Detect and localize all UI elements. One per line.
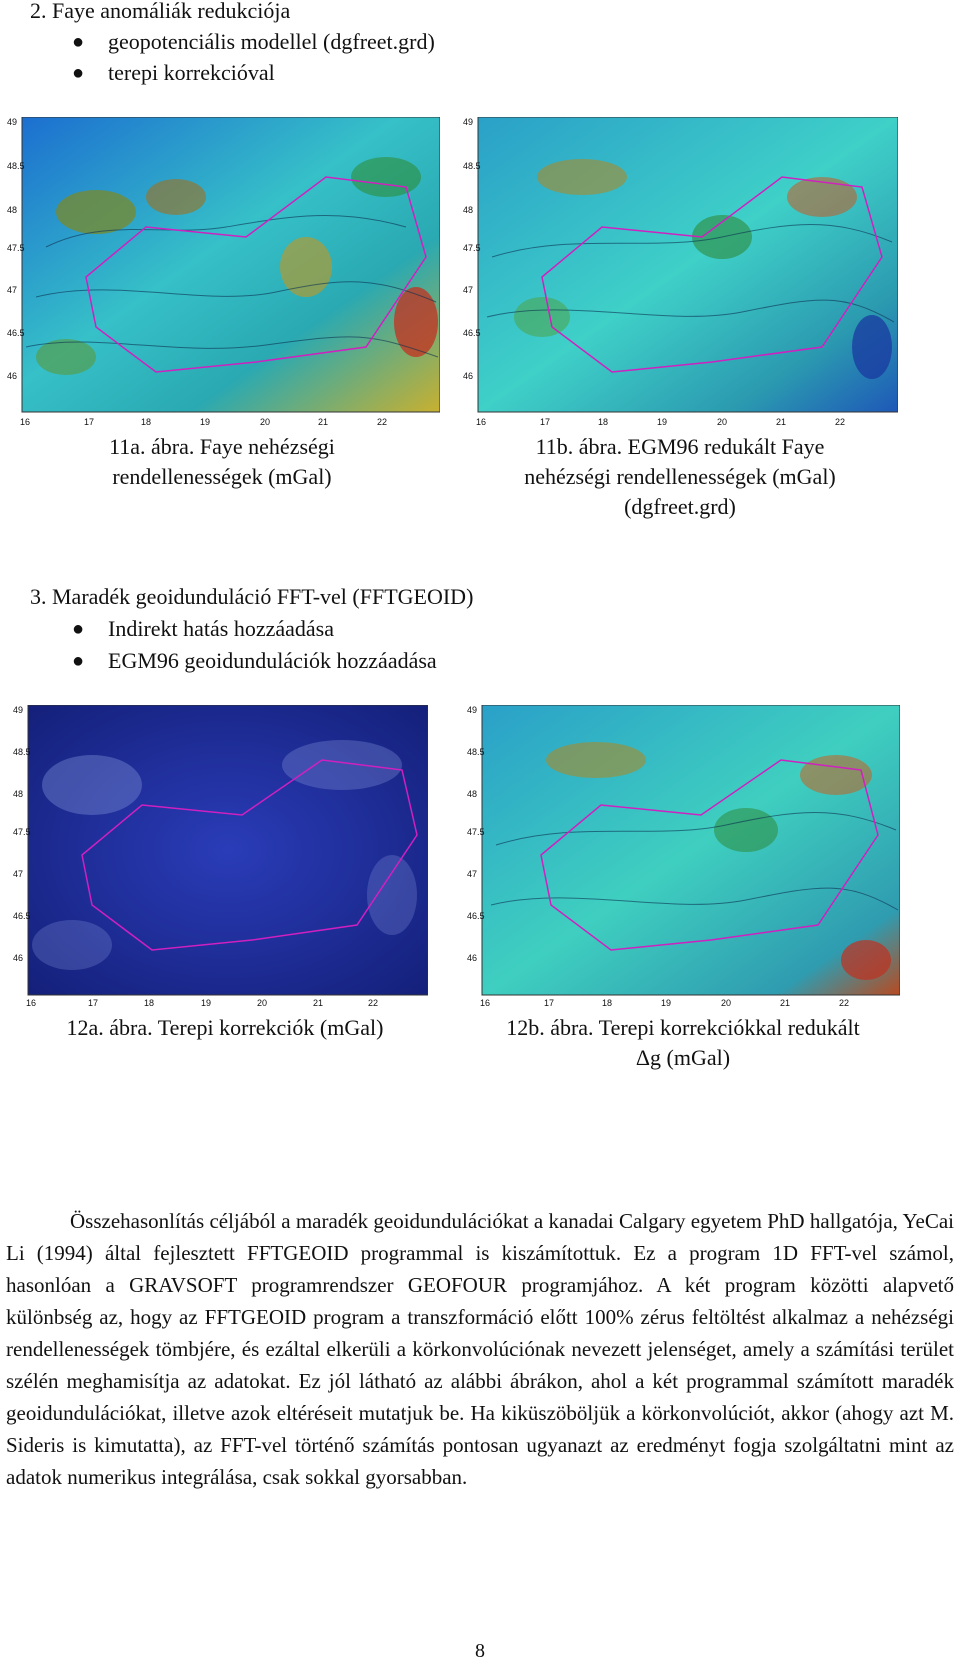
x-tick: 16 [20, 417, 31, 427]
y-tick: 48 [7, 205, 18, 215]
y-tick: 46.5 [7, 328, 25, 338]
x-tick: 22 [377, 417, 388, 427]
x-tick: 19 [657, 417, 668, 427]
section-3-heading: 3. Maradék geoidunduláció FFT-vel (FFTGEOID) [30, 584, 474, 609]
y-tick: 46 [467, 953, 478, 963]
bullet-text: EGM96 geoidundulációk hozzáadása [108, 648, 437, 673]
y-tick: 46.5 [467, 911, 485, 921]
figure-12b-caption [466, 1013, 900, 1073]
y-tick: 49 [7, 117, 18, 127]
x-tick: 18 [602, 998, 613, 1008]
gravity-anomaly-map [6, 117, 440, 429]
section-2-bullet-2 [72, 58, 275, 88]
y-tick: 47.5 [13, 827, 31, 837]
y-tick: 46 [7, 371, 18, 381]
x-tick: 19 [200, 417, 211, 427]
x-tick: 16 [476, 417, 487, 427]
y-tick: 47 [13, 869, 24, 879]
x-tick: 16 [480, 998, 491, 1008]
x-tick: 17 [84, 417, 95, 427]
bullet-icon: ● [72, 650, 85, 672]
bullet-icon: ● [72, 62, 85, 84]
x-axis-ticks [26, 998, 378, 1008]
y-tick: 49 [463, 117, 474, 127]
figure-11b-caption [470, 432, 890, 522]
caption-line: 12a. ábra. Terepi korrekciók (mGal) [66, 1015, 384, 1040]
x-tick: 17 [88, 998, 99, 1008]
x-tick: 21 [780, 998, 791, 1008]
y-tick: 49 [467, 705, 478, 715]
y-tick: 46.5 [463, 328, 481, 338]
body-text [6, 1205, 954, 1493]
y-tick: 47 [467, 869, 478, 879]
section-3-bullet-2 [72, 646, 437, 676]
y-tick: 46 [13, 953, 24, 963]
caption-line: 11a. ábra. Faye nehézségi [109, 434, 335, 459]
y-tick: 48.5 [7, 161, 25, 171]
figure-11a-map [6, 117, 440, 429]
caption-line: rendellenességek (mGal) [112, 464, 332, 489]
y-tick: 46 [463, 371, 474, 381]
bullet-icon: ● [72, 618, 85, 640]
figure-12a-caption [10, 1013, 440, 1043]
y-tick: 49 [13, 705, 24, 715]
x-tick: 17 [544, 998, 555, 1008]
x-tick: 18 [144, 998, 155, 1008]
caption-line: 12b. ábra. Terepi korrekciókkal redukált [506, 1015, 860, 1040]
caption-line: (dgfreet.grd) [624, 494, 736, 519]
bullet-text: geopotenciális modellel (dgfreet.grd) [108, 29, 435, 54]
section-2-heading: 2. Faye anomáliák redukciója [30, 0, 291, 23]
body-paragraph: Összehasonlítás céljából a maradék geoidundulációkat a kanadai Calgary egyetem PhD hallgatója, YeCai Li (1994) által fejlesztett FFTGEOID programmal is kiszámítottuk. Ez a program 1D FFT-vel számol, hasonlóan a GRAVSOFT programrendszer GEOFOUR programjához. A két program közötti alapvető különbség az, hogy az FFTGEOID program a transzformáció előtt 100% zérus feltöltést alkalmaz a nehézségi rendellenességek tömbjére, és ezáltal elkerüli a körkonvolúciónak nevezett jelenséget, amely a számítási terület szélén meghamisítja az adatokat. Ez jól látható az alábbi ábrákon, ahol a két programmal számított maradék geoidundulációkat, illetve azok eltéréseit mutatjuk be. Ha kiküszöböljük a körkonvolúciót, akkor (ahogy azt M. Sideris is kimutatta), az FFT-vel történő számítás pontosan ugyanazt az eredményt fogja szolgáltatni mint az adatok numerikus integrálása, csak sokkal gyorsabban. [6, 1209, 954, 1489]
y-tick: 48 [467, 789, 478, 799]
x-tick: 18 [141, 417, 152, 427]
x-tick: 16 [26, 998, 37, 1008]
reduced-gravity-map [466, 705, 900, 1009]
figure-12a-map [12, 705, 428, 1009]
x-tick: 19 [201, 998, 212, 1008]
section-3-bullet-1 [72, 614, 334, 644]
y-tick: 47.5 [467, 827, 485, 837]
x-axis-ticks [480, 998, 849, 1008]
y-tick: 47.5 [7, 243, 25, 253]
y-tick: 47 [463, 285, 474, 295]
x-tick: 21 [318, 417, 329, 427]
y-tick: 48.5 [463, 161, 481, 171]
caption-line: 11b. ábra. EGM96 redukált Faye [535, 434, 825, 459]
bullet-icon: ● [72, 31, 85, 53]
y-tick: 48 [463, 205, 474, 215]
y-tick: 48.5 [467, 747, 485, 757]
x-tick: 20 [257, 998, 268, 1008]
y-tick: 46.5 [13, 911, 31, 921]
page-number: 8 [475, 1640, 485, 1662]
y-tick: 48.5 [13, 747, 31, 757]
x-tick: 22 [368, 998, 379, 1008]
y-tick: 47.5 [463, 243, 481, 253]
figure-11b-map [462, 117, 898, 429]
x-tick: 18 [598, 417, 609, 427]
x-tick: 22 [835, 417, 846, 427]
x-tick: 20 [260, 417, 271, 427]
bullet-text: terepi korrekcióval [108, 60, 275, 85]
figure-12b-map [466, 705, 900, 1009]
y-tick: 47 [7, 285, 18, 295]
x-tick: 20 [721, 998, 732, 1008]
x-tick: 20 [717, 417, 728, 427]
figure-11a-caption [20, 432, 424, 492]
gravity-anomaly-map [462, 117, 898, 429]
x-axis-ticks [20, 417, 387, 427]
x-tick: 21 [776, 417, 787, 427]
x-tick: 17 [540, 417, 551, 427]
x-tick: 22 [839, 998, 850, 1008]
x-tick: 21 [313, 998, 324, 1008]
caption-line: Δg (mGal) [635, 1045, 731, 1070]
x-tick: 19 [661, 998, 672, 1008]
caption-line: nehézségi rendellenességek (mGal) [524, 464, 836, 489]
y-tick: 48 [13, 789, 24, 799]
terrain-correction-map [12, 705, 428, 1009]
section-2-bullet-1 [72, 27, 435, 57]
bullet-text: Indirekt hatás hozzáadása [108, 616, 334, 641]
x-axis-ticks [476, 417, 845, 427]
